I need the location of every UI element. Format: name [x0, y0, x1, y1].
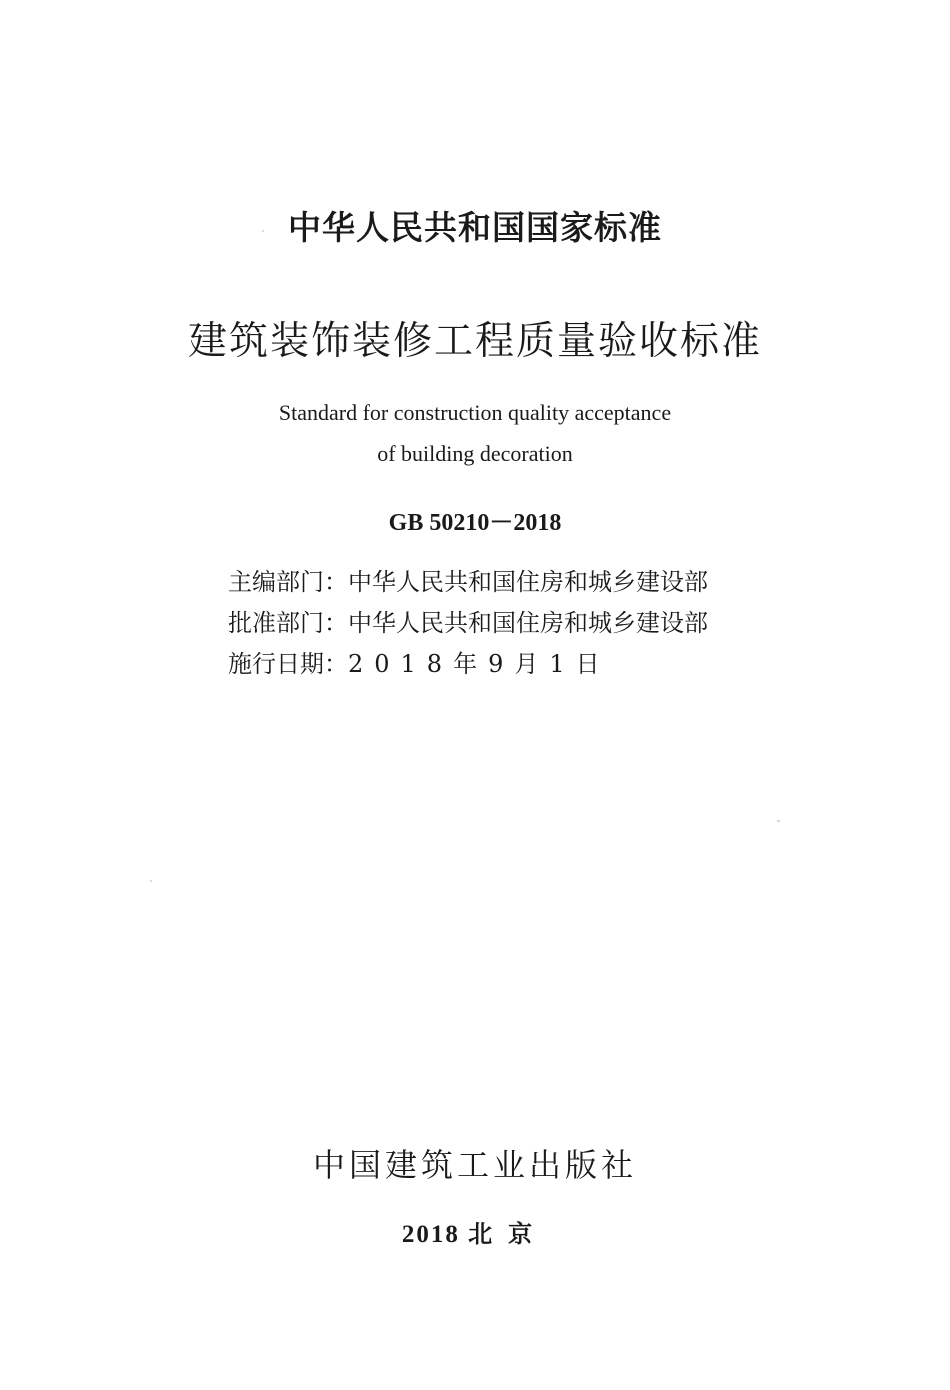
imprint-city: 北京: [468, 1220, 549, 1248]
editor-department-value: 中华人民共和国住房和城乡建设部: [348, 568, 708, 596]
effective-date-row: [228, 644, 708, 685]
national-standard-heading: 中华人民共和国国家标准: [288, 208, 662, 247]
standard-code: GB 50210－2018: [388, 510, 562, 536]
standard-title-chinese: 建筑装饰装修工程质量验收标准: [187, 319, 762, 364]
publisher-name: 中国建筑工业出版社: [312, 1146, 637, 1184]
scan-speck: [150, 880, 152, 882]
imprint-line: [0, 1214, 950, 1249]
standard-info-block: [228, 562, 708, 685]
effective-date-label: 施行日期：: [228, 650, 348, 678]
english-title-line-2: of building decoration: [377, 441, 573, 466]
standard-title-english: [0, 392, 950, 474]
scan-speck: [262, 230, 264, 232]
approving-department-label: 批准部门：: [228, 609, 348, 637]
imprint-year: 2018: [401, 1221, 460, 1248]
english-title-line-1: Standard for construction quality acceptance: [278, 400, 672, 425]
editor-department-label: 主编部门：: [228, 568, 348, 596]
editor-department-row: [228, 562, 708, 603]
approving-department-row: [228, 603, 708, 644]
scan-speck: [777, 820, 780, 822]
effective-date-value: 2018年9月1日: [348, 650, 611, 678]
approving-department-value: 中华人民共和国住房和城乡建设部: [348, 609, 708, 637]
